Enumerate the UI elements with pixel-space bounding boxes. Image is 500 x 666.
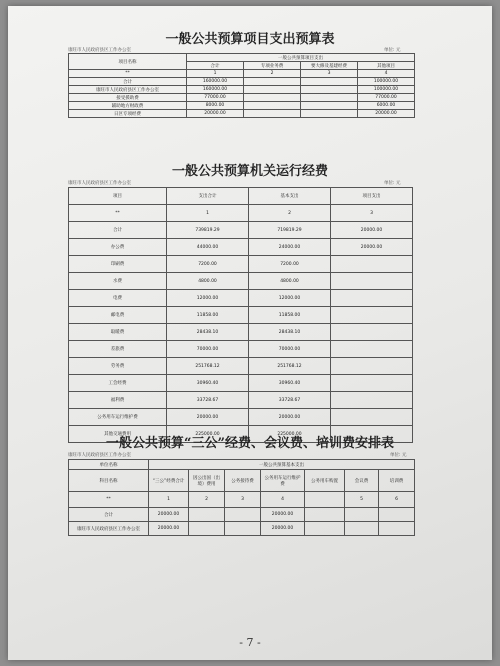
row-name: 办公费 bbox=[69, 239, 167, 256]
cell-value bbox=[301, 110, 358, 118]
table3-seq-cell: 2 bbox=[189, 492, 225, 508]
table2-seq-row bbox=[69, 205, 413, 222]
cell-value: 24000.00 bbox=[249, 239, 331, 256]
cell-value bbox=[345, 522, 379, 536]
table1-head-item: 项目名称 bbox=[69, 54, 187, 70]
table2-unit: 单位: 元 bbox=[384, 181, 401, 186]
table3-col-training: 培训费 bbox=[379, 470, 415, 492]
table3-head-name: 科目名称 bbox=[69, 470, 149, 492]
table-row bbox=[69, 375, 413, 392]
cell-value: 6000.00 bbox=[358, 102, 415, 110]
table-row bbox=[69, 307, 413, 324]
cell-value: 33728.67 bbox=[167, 392, 249, 409]
table-row bbox=[69, 110, 415, 118]
row-name: 差旅费 bbox=[69, 341, 167, 358]
row-name: 取暖费 bbox=[69, 324, 167, 341]
table3-seq-cell: 1 bbox=[149, 492, 189, 508]
cell-value: 30960.40 bbox=[167, 375, 249, 392]
table2-seq-cell: 2 bbox=[249, 205, 331, 222]
table1-title: 一般公共预算项目支出预算表 bbox=[165, 32, 335, 47]
table1-project-expenditure bbox=[68, 53, 415, 118]
table-row bbox=[69, 358, 413, 375]
cell-value bbox=[301, 86, 358, 94]
cell-value bbox=[331, 409, 413, 426]
row-name: 电费 bbox=[69, 290, 167, 307]
table-row bbox=[69, 341, 413, 358]
cell-value: 70000.00 bbox=[167, 341, 249, 358]
cell-value bbox=[244, 110, 301, 118]
cell-value bbox=[379, 508, 415, 522]
row-name: 邮电费 bbox=[69, 307, 167, 324]
cell-value: 20000.00 bbox=[167, 409, 249, 426]
cell-value: 251768.12 bbox=[249, 358, 331, 375]
table3-seq-row bbox=[69, 492, 415, 508]
row-name: 其他交通费用 bbox=[69, 426, 167, 443]
cell-value: 77000.00 bbox=[358, 94, 415, 102]
table-row bbox=[69, 78, 415, 86]
table-row bbox=[69, 222, 413, 239]
row-name: 印刷费 bbox=[69, 256, 167, 273]
row-name: 劳务费 bbox=[69, 358, 167, 375]
row-name: 日区专项经费 bbox=[69, 110, 187, 118]
cell-value bbox=[244, 78, 301, 86]
cell-value: 28438.10 bbox=[167, 324, 249, 341]
table3-col-meeting: 会议费 bbox=[345, 470, 379, 492]
cell-value bbox=[225, 508, 261, 522]
cell-value: 11858.00 bbox=[249, 307, 331, 324]
cell-value: 30960.40 bbox=[249, 375, 331, 392]
row-name: 福利费 bbox=[69, 392, 167, 409]
table-row bbox=[69, 102, 415, 110]
table-row bbox=[69, 256, 413, 273]
cell-value bbox=[244, 86, 301, 94]
cell-value: 251768.12 bbox=[167, 358, 249, 375]
cell-value: 12000.00 bbox=[167, 290, 249, 307]
cell-value bbox=[244, 94, 301, 102]
cell-value bbox=[331, 341, 413, 358]
table-row bbox=[69, 508, 415, 522]
table3-seq-cell: 5 bbox=[345, 492, 379, 508]
row-name: 康旺市人民政府县区工作办公室 bbox=[69, 522, 149, 536]
cell-value bbox=[244, 102, 301, 110]
row-name: 合计 bbox=[69, 78, 187, 86]
table3-head-group: 一般公共预算基本支出 bbox=[149, 460, 415, 470]
cell-value: 100000.00 bbox=[358, 78, 415, 86]
cell-value: 160000.00 bbox=[187, 78, 244, 86]
table1-seq-cell: 3 bbox=[301, 70, 358, 78]
table-row bbox=[69, 392, 413, 409]
cell-value: 7200.00 bbox=[167, 256, 249, 273]
table2-org: 康旺市人民政府县区工作办公室 bbox=[68, 181, 131, 186]
table1-org: 康旺市人民政府县区工作办公室 bbox=[68, 48, 131, 53]
table3-unit: 单位: 元 bbox=[390, 453, 407, 458]
cell-value: 8000.00 bbox=[187, 102, 244, 110]
table2-col-basic: 基本支出 bbox=[249, 188, 331, 205]
table3-title: 一般公共预算“三公”经费、会议费、培训费安排表 bbox=[106, 436, 394, 451]
cell-value: 12000.00 bbox=[249, 290, 331, 307]
table-row bbox=[69, 94, 415, 102]
cell-value: 100000.00 bbox=[358, 86, 415, 94]
cell-value: 20000.00 bbox=[261, 508, 305, 522]
row-name: 工会经费 bbox=[69, 375, 167, 392]
cell-value: 719819.29 bbox=[249, 222, 331, 239]
cell-value: 77000.00 bbox=[187, 94, 244, 102]
cell-value bbox=[331, 290, 413, 307]
cell-value bbox=[331, 392, 413, 409]
table1-seq-cell: 4 bbox=[358, 70, 415, 78]
cell-value bbox=[379, 522, 415, 536]
table3-org: 康旺市人民政府县区工作办公室 bbox=[68, 453, 131, 458]
table-row bbox=[69, 409, 413, 426]
table3-col-vehicle-maintenance: 公务用车运行维护费 bbox=[261, 470, 305, 492]
table3-seq-cell: 3 bbox=[225, 492, 261, 508]
cell-value bbox=[225, 522, 261, 536]
cell-value bbox=[331, 273, 413, 290]
cell-value bbox=[301, 78, 358, 86]
table3-three-public-expenses bbox=[68, 459, 415, 536]
cell-value: 33728.67 bbox=[249, 392, 331, 409]
cell-value: 20000.00 bbox=[187, 110, 244, 118]
cell-value: 225000.00 bbox=[249, 426, 331, 443]
cell-value bbox=[189, 522, 225, 536]
table-row bbox=[69, 522, 415, 536]
table3-head-unit: 单位名称 bbox=[69, 460, 149, 470]
table-row bbox=[69, 290, 413, 307]
cell-value: 11858.00 bbox=[167, 307, 249, 324]
table1-head-group: 一般公共预算项目支出 bbox=[187, 54, 415, 62]
cell-value: 20000.00 bbox=[358, 110, 415, 118]
table1-unit: 单位: 元 bbox=[384, 48, 401, 53]
table-row bbox=[69, 273, 413, 290]
table3-col-reception: 公务接待费 bbox=[225, 470, 261, 492]
table1-col-total: 合计 bbox=[187, 62, 244, 70]
row-name: 公务用车运行维护费 bbox=[69, 409, 167, 426]
table1-seq-cell: 1 bbox=[187, 70, 244, 78]
cell-value: 20000.00 bbox=[261, 522, 305, 536]
table3-col-vehicle-purchase: 公务用车购置 bbox=[305, 470, 345, 492]
row-name: 水费 bbox=[69, 273, 167, 290]
cell-value bbox=[189, 508, 225, 522]
cell-value bbox=[331, 358, 413, 375]
row-name: 接受援助费 bbox=[69, 94, 187, 102]
table3-seq-cell: ** bbox=[69, 492, 149, 508]
cell-value: 7200.00 bbox=[249, 256, 331, 273]
table2-col-project: 项目支出 bbox=[331, 188, 413, 205]
cell-value: 160000.00 bbox=[187, 86, 244, 94]
table3-seq-cell bbox=[305, 492, 345, 508]
table2-seq-cell: 1 bbox=[167, 205, 249, 222]
table-row bbox=[69, 239, 413, 256]
table2-col-item: 项目 bbox=[69, 188, 167, 205]
cell-value: 739819.29 bbox=[167, 222, 249, 239]
cell-value bbox=[305, 508, 345, 522]
page-number: - 7 - bbox=[239, 636, 261, 649]
cell-value bbox=[331, 307, 413, 324]
cell-value bbox=[331, 256, 413, 273]
table1-col-other: 其他项目 bbox=[358, 62, 415, 70]
cell-value bbox=[331, 375, 413, 392]
table3-col-overseas: 因公出国（出境）费用 bbox=[189, 470, 225, 492]
cell-value bbox=[345, 508, 379, 522]
table1-seq-cell: ** bbox=[69, 70, 187, 78]
row-name: 康旺市人民政府县区工作办公室 bbox=[69, 86, 187, 94]
cell-value: 28438.10 bbox=[249, 324, 331, 341]
cell-value bbox=[301, 102, 358, 110]
row-name: 合计 bbox=[69, 222, 167, 239]
table3-seq-cell: 4 bbox=[261, 492, 305, 508]
table3-seq-cell: 6 bbox=[379, 492, 415, 508]
cell-value: 20000.00 bbox=[149, 522, 189, 536]
table2-col-total: 支出合计 bbox=[167, 188, 249, 205]
table2-operating-expenses bbox=[68, 187, 413, 443]
row-name: 合计 bbox=[69, 508, 149, 522]
table2-seq-cell: ** bbox=[69, 205, 167, 222]
cell-value: 4800.00 bbox=[249, 273, 331, 290]
cell-value: 20000.00 bbox=[331, 222, 413, 239]
cell-value bbox=[305, 522, 345, 536]
cell-value bbox=[331, 324, 413, 341]
cell-value: 4800.00 bbox=[167, 273, 249, 290]
cell-value: 70000.00 bbox=[249, 341, 331, 358]
cell-value: 20000.00 bbox=[249, 409, 331, 426]
table2-seq-cell: 3 bbox=[331, 205, 413, 222]
table-row bbox=[69, 86, 415, 94]
table-row bbox=[69, 324, 413, 341]
row-name: 辅助地方财政费 bbox=[69, 102, 187, 110]
table2-title: 一般公共预算机关运行经费 bbox=[171, 164, 328, 179]
cell-value bbox=[301, 94, 358, 102]
table3-col-three-public-total: “三公”经费合计 bbox=[149, 470, 189, 492]
table1-seq-row bbox=[69, 70, 415, 78]
cell-value: 44000.00 bbox=[167, 239, 249, 256]
cell-value: 225000.00 bbox=[167, 426, 249, 443]
cell-value: 20000.00 bbox=[331, 239, 413, 256]
cell-value: 20000.00 bbox=[149, 508, 189, 522]
table1-col-special: 专项业务费 bbox=[244, 62, 301, 70]
table1-seq-cell: 2 bbox=[244, 70, 301, 78]
table1-col-repair: 要大修及基建经费 bbox=[301, 62, 358, 70]
